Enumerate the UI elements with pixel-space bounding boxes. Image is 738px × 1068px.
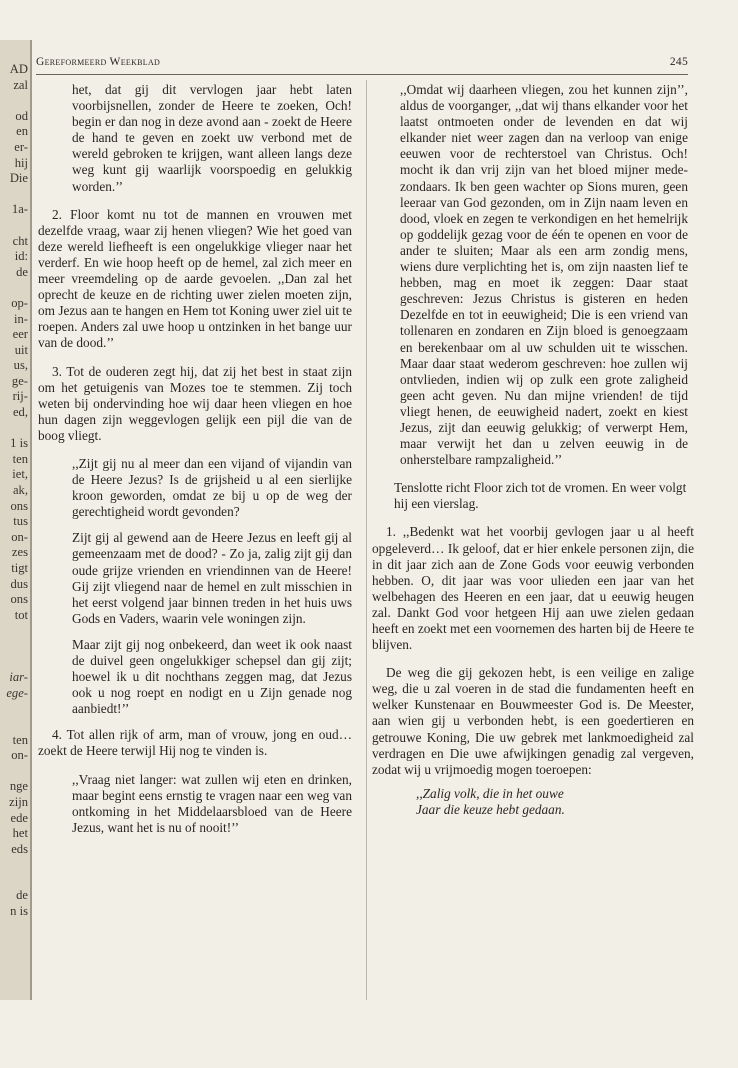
- paragraph: 2. Floor komt nu tot de mannen en vrouwen met dezelfde vraag, waar zij henen vliegen? Wie het goed van deze wereld liefheeft is een ongelukkige vlieger naar het verderf. En wie hoop heeft op de hemel, zal zich meer en meer vreemdeling op de aarde gevoelen. ,,Dan zal het oprecht de keuze en de richting uwer zielen moeten zijn, om Jezus aan te hangen en Hem tot Koning uwer ziel uit te roepen. Anders zal uwe hoop u ontzinken in het bange uur van de dood.’’: [38, 206, 352, 351]
- right-column: [372, 82, 694, 818]
- paragraph: Tenslotte richt Floor zich tot de vromen. En weer volgt hij een vierslag.: [394, 480, 687, 512]
- page-gutter: [30, 40, 32, 1000]
- edge-fragment: [0, 639, 28, 655]
- edge-fragment: 1 is: [10, 436, 28, 451]
- page-number: 245: [669, 56, 688, 68]
- edge-fragment: [0, 717, 28, 733]
- running-header: [36, 56, 688, 72]
- edge-fragment: [0, 280, 28, 296]
- edge-fragment: het: [12, 826, 28, 841]
- edge-fragment: er-: [14, 139, 28, 154]
- edge-fragment: ten: [12, 732, 28, 747]
- edge-fragment: rij-: [12, 389, 28, 404]
- edge-fragment: Die: [9, 171, 28, 186]
- edge-fragment: in-: [14, 311, 28, 326]
- quoted-paragraph: het, dat gij dit vervlogen jaar hebt laten voorbijsnellen, zonder de Heere te zoeken, Och! begin er dan nog in deze avond aan - zoekt de Heere de hand te geven en zoekt uw verbond met de wereld gebroken te krijgen, want alleen langs deze weg kunt gij waarlijk voorspoedig en gelukkig worden.’’: [72, 82, 352, 194]
- publication-title: Gereformeerd Weekblad: [36, 56, 161, 68]
- edge-fragment: tigt: [11, 561, 28, 575]
- quoted-paragraph: ,,Vraag niet langer: wat zullen wij eten en drinken, maar begint eens ernstig te vragen naar een weg van ontkoming in het Middelaarsbloed van de Heere Jezus, want het is nu of nooit!’’: [72, 771, 352, 835]
- edge-fragment: uit: [14, 342, 28, 357]
- edge-fragment: zijn: [9, 794, 28, 809]
- edge-fragment: ge-: [11, 373, 28, 388]
- edge-fragment: de: [16, 264, 28, 279]
- edge-fragment: ak,: [12, 483, 28, 498]
- poem-line: Jaar die keuze hebt gedaan.: [416, 801, 565, 817]
- edge-fragment: ons: [10, 498, 28, 513]
- edge-fragment: op-: [11, 295, 28, 310]
- edge-fragment: 1a-: [11, 202, 28, 217]
- edge-fragment: n is: [10, 904, 28, 919]
- edge-fragment: eds: [11, 841, 28, 856]
- paragraph: 1. ,,Bedenkt wat het voorbij gevlogen jaar u al heeft opgeleverd… Ik geloof, dat er hier enkele personen zijn, die in dit jaar zich aan de Zone Gods voor eeuwig verbonden hebben. O, dit jaar was voor ulieden een jaar van het welbehagen des Heeren en een jaar, dat u eeuwig heugen zal. Dankt God voor hetgeen Hij aan uwe zielen gedaan heeft en zoekt met een voornemen des harten bij de Heere te blijven.: [372, 524, 694, 653]
- edge-fragment: on-: [11, 748, 28, 763]
- edge-fragment: [0, 655, 28, 671]
- edge-fragment: id:: [14, 249, 28, 264]
- edge-fragment: [0, 623, 28, 639]
- edge-fragment: ons: [10, 592, 28, 607]
- edge-fragment: eer: [12, 327, 28, 342]
- edge-fragment: dus: [10, 576, 28, 591]
- edge-fragment: nge: [9, 779, 28, 794]
- edge-fragment: iet,: [12, 467, 28, 482]
- header-rule: [36, 74, 688, 75]
- edge-fragment: [0, 93, 28, 109]
- edge-fragment: tot: [14, 607, 28, 622]
- edge-fragment: zal: [13, 77, 28, 92]
- edge-fragment: [0, 701, 28, 717]
- edge-fragment: [0, 873, 28, 889]
- edge-fragment: [0, 218, 28, 234]
- quoted-paragraph: ,,Zijt gij nu al meer dan een vijand of vijandin van de Heere Jezus? Is de grijsheid u al een sierlijke kroon geworden, omdat ze bij u op de weg der gerechtigheid wordt gevonden?: [72, 455, 352, 520]
- previous-page-text-fragments: [0, 62, 28, 920]
- edge-fragment: [0, 857, 28, 873]
- poem-line: ,,Zalig volk, die in het ouwe: [416, 785, 564, 801]
- edge-fragment: zes: [11, 545, 28, 560]
- edge-fragment: us,: [13, 358, 28, 373]
- edge-fragment: [0, 187, 28, 203]
- column-separator: [366, 80, 367, 1000]
- left-column: [38, 82, 352, 846]
- edge-fragment: ed,: [12, 405, 28, 420]
- edge-fragment: ede: [10, 810, 28, 825]
- quoted-paragraph: Zijt gij al gewend aan de Heere Jezus en leeft gij al gemeenzaam met de dood? - Zo ja, zalig zijt gij dan oude grijze vrienden en vriendinnen van de Heere! Gij zijt vliegend naar de hemel en zult misschien in het eerst volgend jaar binnen treden in het huis uws Gods en Vaders, waarin vele woningen zijn.: [72, 530, 352, 626]
- edge-fragment: [0, 421, 28, 437]
- edge-fragment: en: [16, 124, 28, 139]
- edge-fragment: iar-: [9, 670, 28, 685]
- edge-fragment: [0, 764, 28, 780]
- edge-fragment: cht: [12, 233, 28, 248]
- paragraph: 4. Tot allen rijk of arm, man of vrouw, jong en oud… zoekt de Heere terwijl Hij nog te vinden is.: [38, 727, 352, 759]
- paragraph: 3. Tot de ouderen zegt hij, dat zij het best in staat zijn om het getuigenis van Mozes toe te stemmen. Zij toch weten bij ondervinding hoe wij daar heen vliegen en hoe hun dagen zijn weggevlogen gelijk een pijl die van de boog vliegt.: [38, 363, 352, 443]
- edge-fragment: on-: [11, 529, 28, 544]
- edge-fragment: od: [15, 108, 28, 123]
- edge-fragment: AD: [9, 62, 28, 76]
- edge-fragment: ege-: [6, 685, 28, 700]
- quoted-paragraph: ,,Omdat wij daarheen vliegen, zou het kunnen zijn’’, aldus de voorganger, ,,dat wij thans elkander voor het laatst ontmoeten onder de levenden en dat wij elkander niet weer zagen dan na verloop van enige eeuwen voor de rechterstoel van Christus. Och! mocht ik dan vrij zijn van het bloed mijner mede-zondaars. Ik ben geen wachter op Sions muren, geen leeraar van God gezonden, om in Zijn naam leven en dood, vloek en zegen te verkondigen en het hemelrijk op goddelijk gezag voor de één te openen en voor de ander te sluiten; Maar als een arm zondig mens, wiens dure verplichting het is, om zijn naasten lief te hebben, mag en moet ik zeggen: Daar staat geschreven: Jezus Christus is gisteren en heden Dezelfde en tot in eeuwigheid; Die is een vriend van tollenaren en zondaren en Zijn bloed is genoegzaam en berekenbaar om al uw schulden uit te wisschen. Maar daar staat wederom geschreven: hoe zullen wij ontvlieden, indien wij op zulk een grote zaligheid geen acht geven. Nu dan mijne vrienden! de tijd vliegt henen, de eeuwigheid nadert, zoekt en kiest Jezus, zijt dan eeuwig gelukkig; of verwerpt Hem, maar verwijt het dan u zelven eeuwig in de onherstelbare rampzaligheid.’’: [400, 82, 688, 468]
- paragraph: De weg die gij gekozen hebt, is een veilige en zalige weg, die u zal voeren in de stad die fundamenten heeft en welker Kunstenaar en Bouwmeester God is. De Meester, aan wien gij u verbonden hebt, is een goedertieren en getrouwe Koning, Die uw gebrek met lankmoedigheid zal verdragen en Die uwe afwijkingen genadig zal vergeven, zodat wij u vrijmoedig mogen toeroepen:: [372, 665, 694, 777]
- edge-fragment: ten: [12, 451, 28, 466]
- quoted-paragraph: Maar zijt gij nog onbekeerd, dan weet ik ook naast de duivel geen ongelukkiger schepsel dan gij zijt; hoewel ik u dit nochthans zeggen mag, dat Jezus ook u nog roept en nodigt en u Zijn genade nog aanbiedt!’’: [72, 636, 352, 717]
- edge-fragment: hij: [14, 155, 28, 170]
- edge-fragment: de: [16, 888, 28, 903]
- edge-fragment: tus: [13, 514, 28, 529]
